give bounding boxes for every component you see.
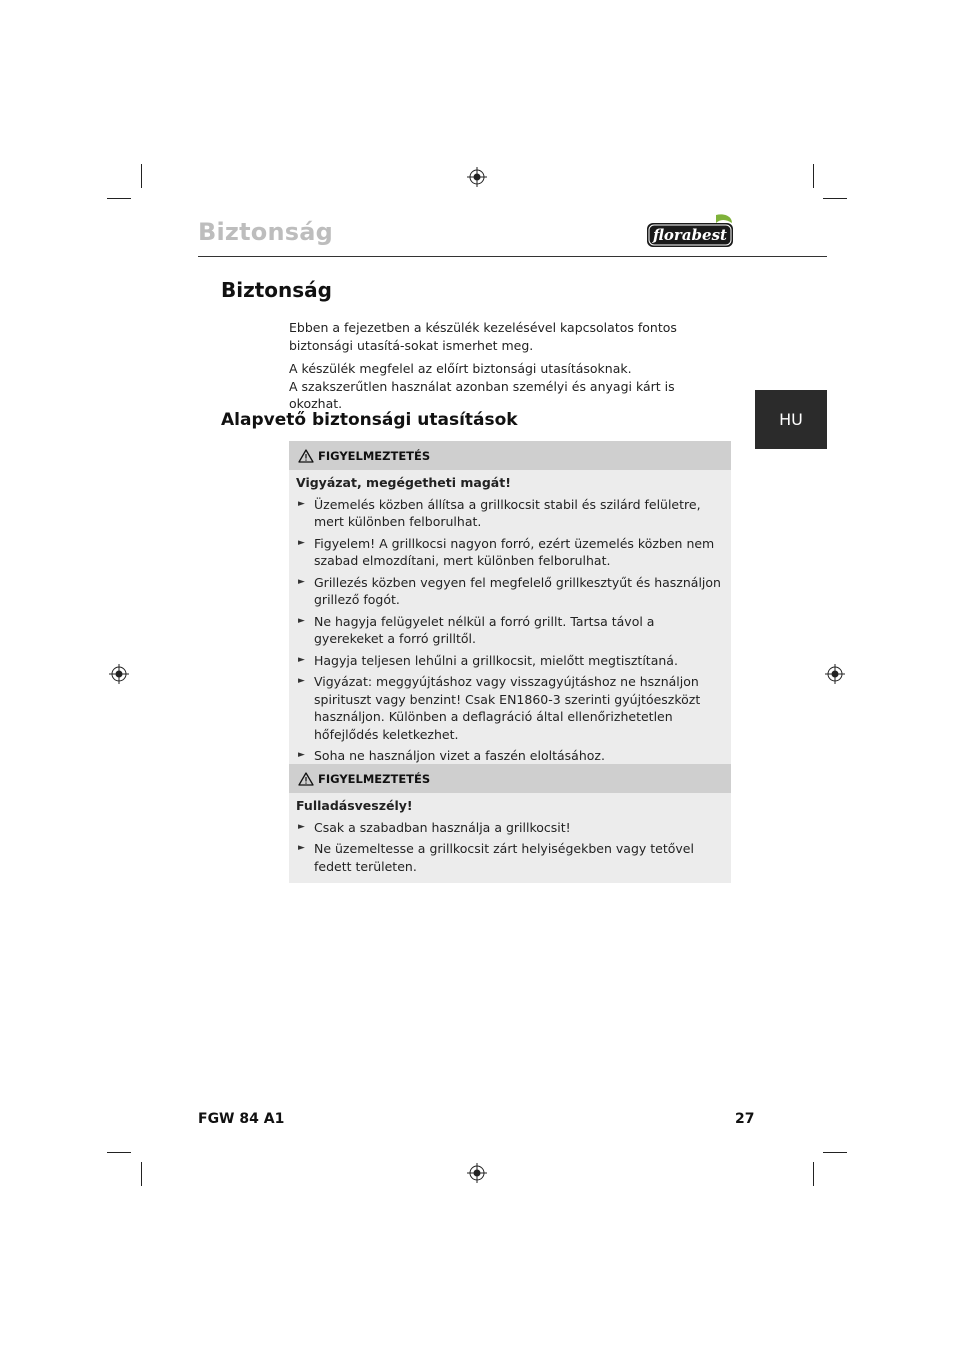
crop-mark [107,1152,131,1153]
footer-model: FGW 84 A1 [198,1111,285,1127]
warning-subtitle: Fulladásveszély! [296,798,413,813]
registration-mark-icon [109,664,129,684]
warning-body [289,793,731,883]
intro-paragraph: A készülék megfelel az előírt biztonsági utasításoknak. A szakszerűtlen használat azonban személyi és anyagi kárt is okozhat. [289,361,675,411]
warning-label: FIGYELMEZTETÉS [318,448,431,463]
intro-paragraph: Ebben a fejezetben a készülék kezelésével kapcsolatos fontos biztonsági utasítá-sokat ismerhet meg. [289,320,677,353]
warning-list [296,496,724,765]
warning-box [289,764,731,883]
warning-subtitle: Vigyázat, megégetheti magát! [296,475,511,490]
bullet-arrow-icon: ► [298,843,305,853]
registration-mark-icon [467,1163,487,1183]
list-item: ► Ne hagyja felügyelet nélkül a forró grillt. Tartsa távol a gyerekeket a forró grilltől. [298,613,655,646]
warning-header [289,764,731,793]
list-item: ► Hagyja teljesen lehűlni a grillkocsit, mielőtt megtisztítaná. [298,652,678,668]
crop-mark [141,164,142,188]
warning-triangle-icon [298,772,314,786]
list-item: ► Üzemelés közben állítsa a grillkocsit stabil és szilárd felületre, mert különben felborulhat. [298,496,701,529]
warning-header [289,441,731,470]
warning-box [289,441,731,773]
bullet-arrow-icon: ► [298,654,305,665]
florabest-logo [646,213,734,249]
warning-body [289,470,731,773]
header-rule [198,256,827,257]
registration-mark-icon [467,167,487,187]
warning-list [296,819,724,876]
warning-label: FIGYELMEZTETÉS [318,771,431,786]
bullet-arrow-icon: ► [298,498,305,509]
bullet-arrow-icon: ► [298,615,305,626]
list-item: ► Soha ne használjon vizet a faszén eloltásához. [298,748,605,763]
language-tab: HU [755,390,827,449]
bullet-arrow-icon: ► [298,537,305,548]
bullet-arrow-icon: ► [298,750,305,760]
crop-mark [141,1162,142,1186]
section-title: Biztonság [221,278,332,302]
crop-mark [823,1152,847,1153]
logo-text: florabest [653,226,727,244]
registration-mark-icon [825,664,845,684]
crop-mark [107,198,131,199]
bullet-arrow-icon: ► [298,576,305,587]
crop-mark [813,1162,814,1186]
list-item: ► Grillezés közben vegyen fel megfelelő grillkesztyűt és használjon grillező fogót. [298,574,721,607]
list-item: ► Ne üzemeltesse a grillkocsit zárt helyiségekben vagy tetővel fedett területen. [298,841,694,874]
header-title: Biztonság [198,218,333,246]
list-item: ► Vigyázat: meggyújtáshoz vagy visszagyújtáshoz ne hsználjon spirituszt vagy benzint! Csak EN1860-3 szerinti gyújtóeszközt használjon. Különben a deflagráció által ellenőrizhetetlen hőfejlődés keletkezhet. [298,674,701,742]
list-item: ► Csak a szabadban használja a grillkocsit! [298,819,571,835]
list-item: ► Figyelem! A grillkocsi nagyon forró, ezért üzemelés közben nem szabad elmozdítani, mert különben felborulhat. [298,535,715,568]
subsection-title: Alapvető biztonsági utasítások [221,410,518,430]
crop-mark [813,164,814,188]
crop-mark [823,198,847,199]
intro-text [289,319,731,419]
warning-triangle-icon [298,449,314,463]
page-number: 27 [735,1111,755,1127]
bullet-arrow-icon: ► [298,821,305,832]
bullet-arrow-icon: ► [298,676,305,686]
